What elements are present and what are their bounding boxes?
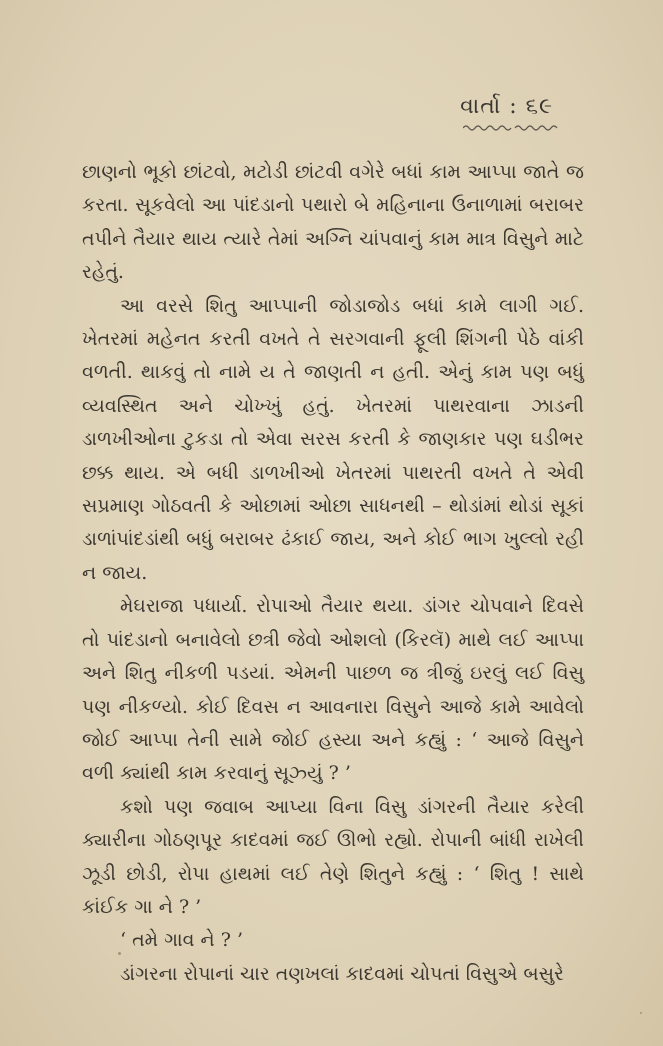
paragraph-6: ડાંગરના રોપાનાં ચાર તણખલાં કાદવમાં ચોપતાં વિસુએ બસુરે — [120, 962, 564, 985]
paper-speck — [118, 952, 121, 955]
running-head: વાર્તા : ૬૯ — [460, 94, 553, 119]
page-header — [0, 84, 663, 124]
ornament-squiggle-icon — [463, 124, 559, 132]
paragraph-5: ‘ તમે ગાવ ને ? ’ — [120, 929, 243, 952]
paragraph-3: મેઘરાજા પધાર્યા. રોપાઓ તૈયાર થયા. ડાંગર ચોપવાને દિવસે તો પાંદડાનો બનાવેલો છત્રી જેવો ઓશલો (કિરલૅ) માથે લઈ આપ્પા અને શિતુ નીકળી પડયાં. એમની પાછળ જ ત્રીજું ઇરલું લઈ વિસુ પણ નીકળ્યો. કોઈ દિવસ ન આવનારા વિસુને આજે કામે આવેલો જોઈ આપ્પા તેની સામે જોઈ હસ્યા અને કહ્યું : ‘ આજે વિસુને વળી ક્યાંથી કામ કરવાનું સૂઝ્યું ? ’ — [82, 595, 584, 785]
paragraph-4: કશો પણ જવાબ આપ્યા વિના વિસુ ડાંગરની તૈયાર કરેલી ક્યારીના ગોઠણપૂર કાદવમાં જઈ ઊભો રહ્યો. રોપાની બાંધી રાખેલી ઝૂડી છોડી, રોપા હાથમાં લઈ તેણે શિતુને કહ્યું : ‘ શિતુ ! સાથે કાંઈક ગા ને ? ’ — [82, 795, 584, 918]
paper-speck — [640, 1012, 642, 1014]
paragraph-2: આ વરસે શિતુ આપ્પાની જોડાજોડ બધાં કામે લાગી ગઈ. ખેતરમાં મહેનત કરતી વખતે તે સરગવાની ફૂલી શિંગની પેઠે વાંકી વળતી. થાકવું તો નામે ય તે જાણતી ન હતી. એનું કામ પણ બધું વ્યવસ્થિત અને ચોખ્ખું હતું. ખેતરમાં પાથરવાના ઝાડની ડાળખીઓના ટુકડા તો એવા સરસ કરતી કે જાણકાર પણ ઘડીભર છક્ક થાય. એ બધી ડાળખીઓ ખેતરમાં પાથરતી વખતે તે એવી સપ્રમાણ ગોઠવતી કે ઓછામાં ઓછા સાધનથી – થોડાંમાં થોડાં સૂકાં ડાળાંપાંદડાંથી બધું બરાબર ઢંકાઈ જાય, અને કોઈ ભાગ ખુલ્લો રહી ન જાય. — [82, 294, 584, 584]
paragraph-1: છાણનો ભૂકો છાંટવો, મટોડી છાંટવી વગેરે બધાં કામ આપ્પા જાતે જ કરતા. સૂકવેલો આ પાંદડાનો પથારો બે મહિનાના ઉનાળામાં બરાબર તપીને તૈયાર થાય ત્યારે તેમાં અગ્નિ ચાંપવાનું કામ માત્ર વિસુને માટે રહેતું. — [82, 161, 584, 284]
body-text — [82, 156, 584, 991]
